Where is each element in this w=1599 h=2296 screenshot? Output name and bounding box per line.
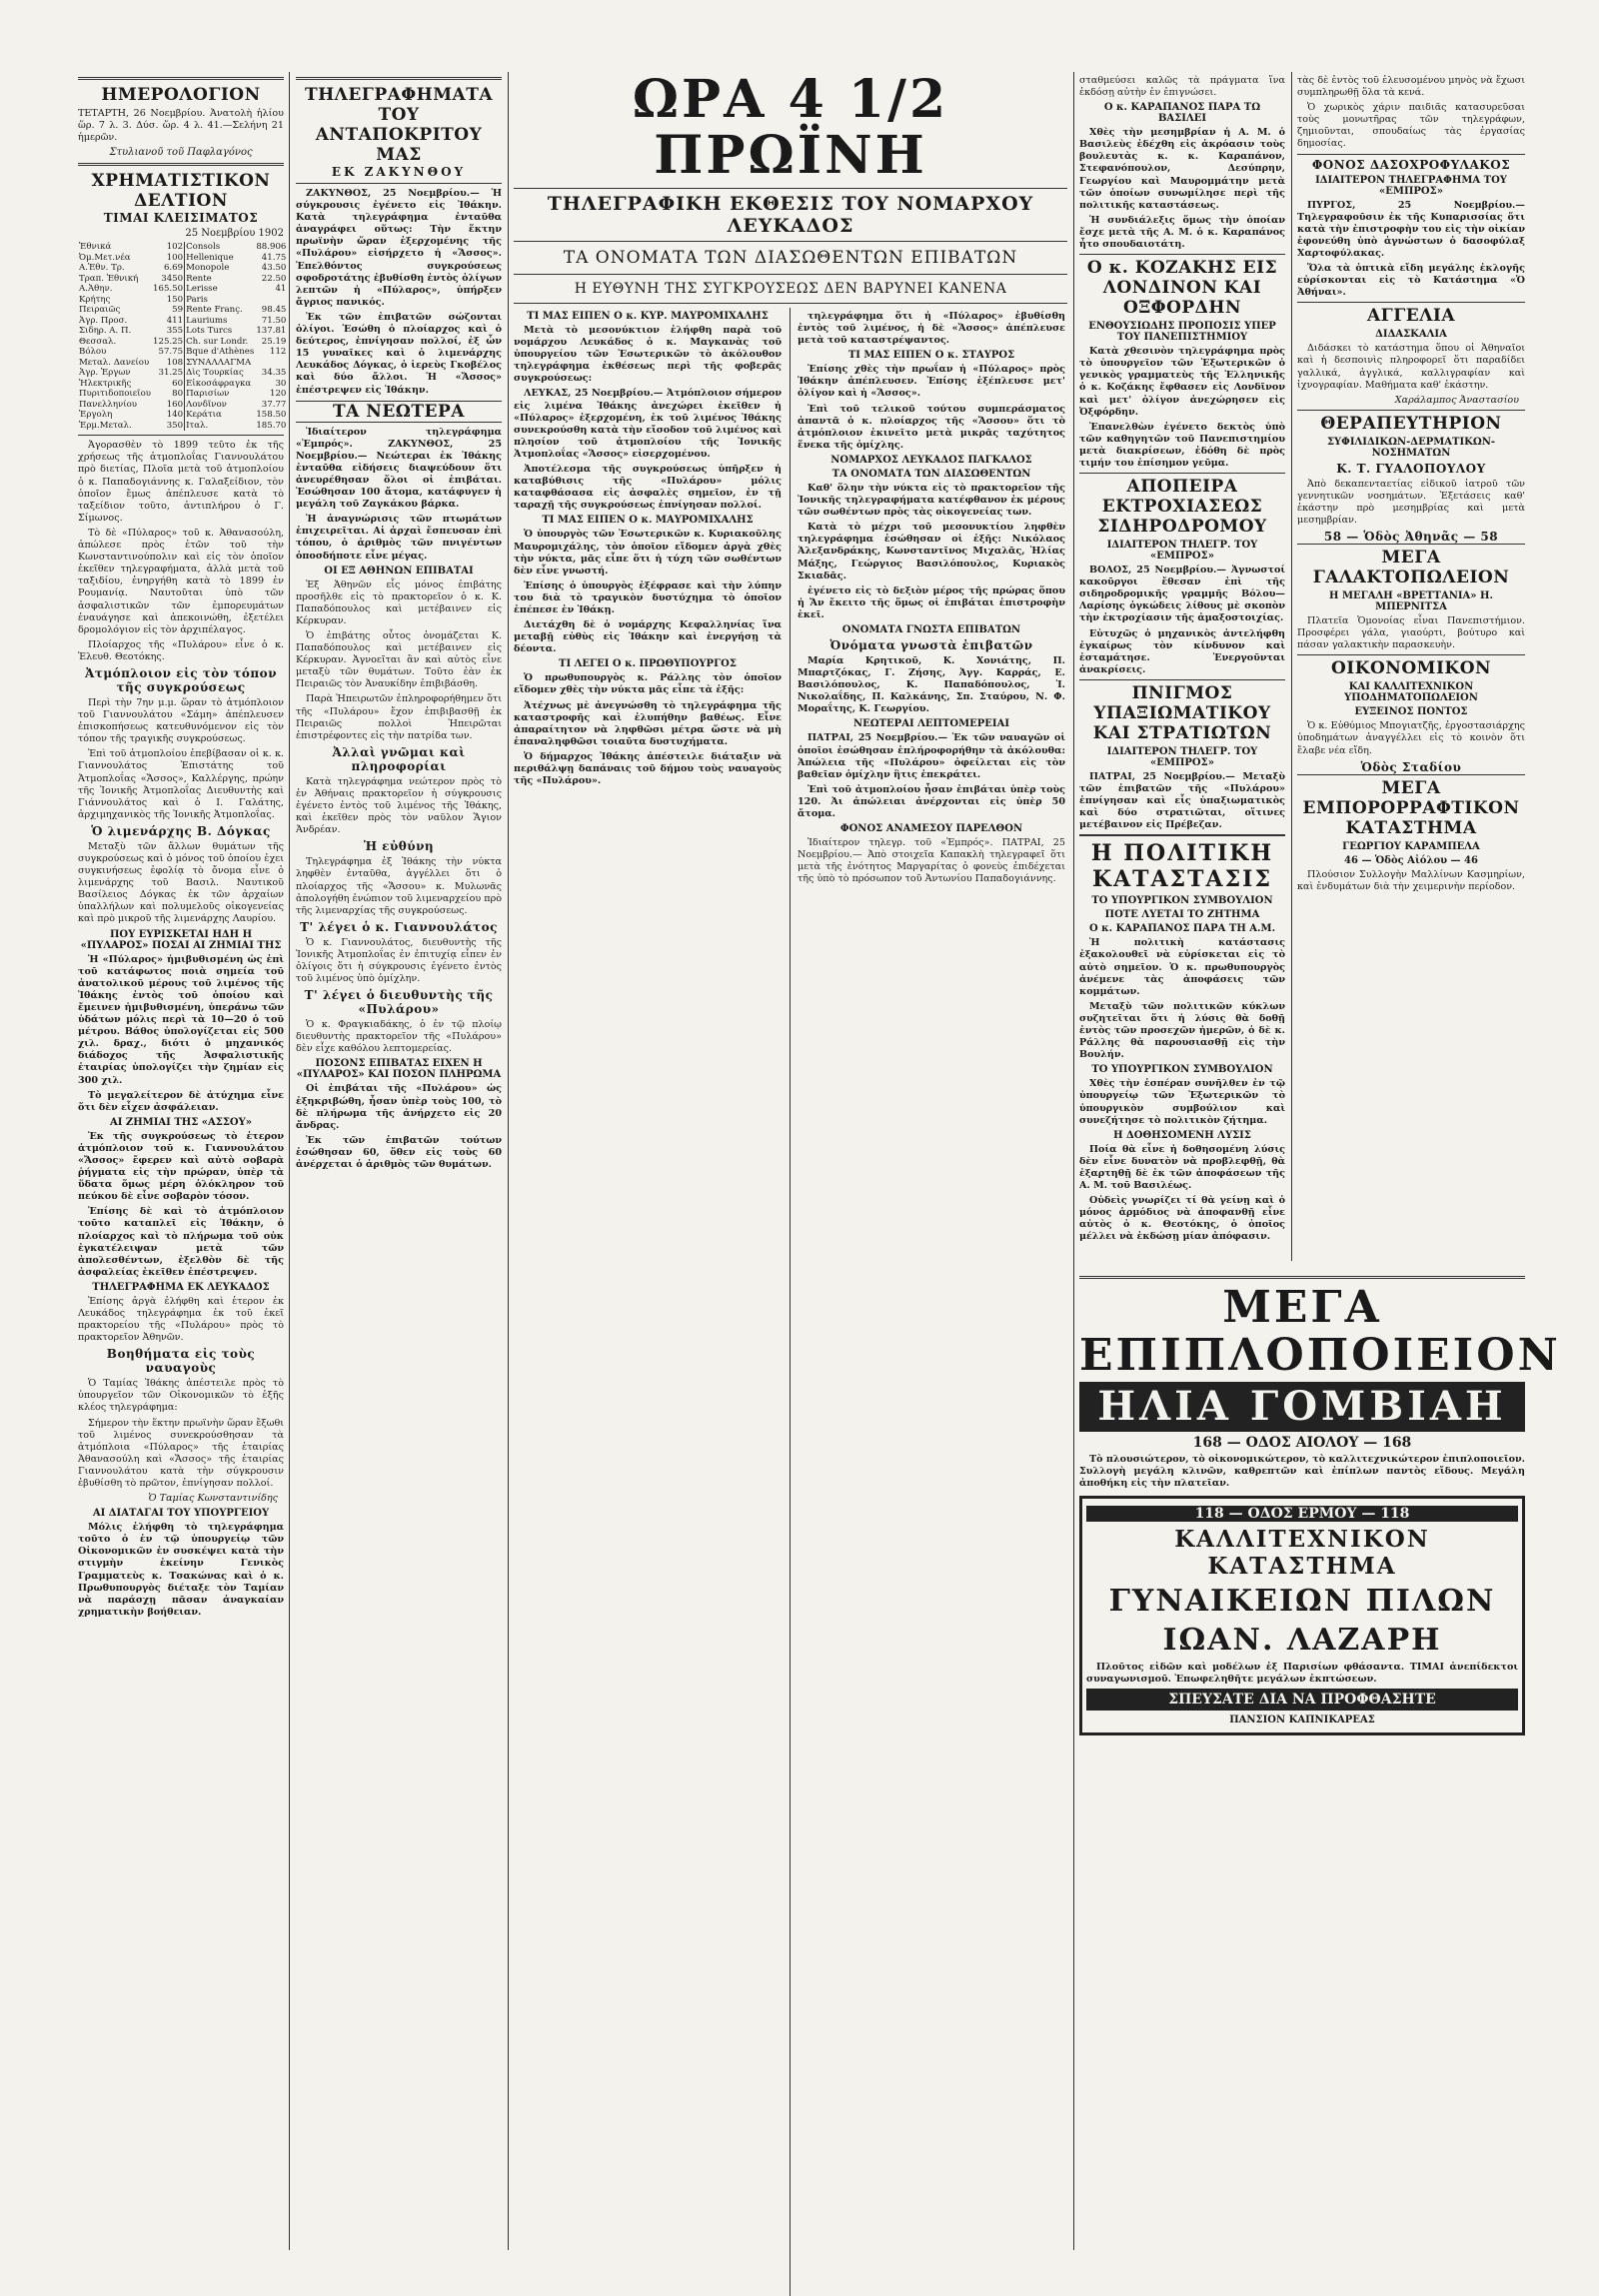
article-paragraph: Μεταξὺ τῶν ἄλλων θυμάτων τῆς συγκρούσεως καὶ ὁ μόνος τοῦ ὁποίου ἐχει συγκινήσεως ἐφολίᾳ τὸ ὄνομα εἶνε ὁ λιμενάρχης τοῦ Βασιλ. Ναυτικοῦ Βασίλειος Δόγκας ἐκ τῶν ἀρχαίων ὑπαλλήλων καὶ πολυμελοῦς οἰκογενείας καὶ πρὸ μικροῦ τῆς λιμενάρχης Λαυρίου. <box>78 840 284 925</box>
section-subheading: ΙΔΙΑΙΤΕΡΟΝ ΤΗΛΕΓΡ. ΤΟΥ «ΕΜΠΡΟΣ» <box>1106 540 1258 563</box>
stock-cell: 41 <box>275 284 287 295</box>
hat-ad-cta: ΣΠΕΥΣΑΤΕ ΔΙΑ ΝΑ ΠΡΟΦΘΑΣΗΤΕ <box>1086 1689 1518 1711</box>
stock-cell: 37.77 <box>261 399 287 410</box>
ad-heading: ΜΕΓΑ ΕΜΠΟΡΟΡΡΑΦΤΙΚΟΝ ΚΑΤΑΣΤΗΜΑ <box>1297 774 1525 838</box>
hat-ad-address: 118 — ΟΔΟΣ ΕΡΜΟΥ — 118 <box>1086 1506 1518 1522</box>
calendar-saint: Στυλιανοῦ τοῦ Παφλαγόνος <box>109 147 253 159</box>
section-heading: ΑΙ ΔΙΑΤΑΓΑΙ ΤΟΥ ΥΠΟΥΡΓΕΙΟΥ <box>92 1508 270 1520</box>
article-paragraph: Τὸ δὲ «Πύλαρος» τοῦ κ. Ἀθανασούλη, ἀπώλεσε πρὸς ἐτῶν τοῦ τὴν Κωνσταντινούπολιν καὶ εἰς τὸν ὁποῖον ἐκεῖθεν τηλεγραφήματα, ἀλλὰ μετὰ τοῦ ταξιδίου, ἐνηργήθη κατὰ τὸ 1899 ἐν Ρουμανίᾳ. Ναυτοῦται ὑπὸ τῶν ἀσφαλιστικῶν τῶν ἐμπορευμάτων ἐναυάγησε καὶ ἀπεκοινώθη, ἐξετέλει δρομολόγιον εἰς τὸν ἀρχιπέλαγος. <box>78 527 284 635</box>
stock-cell: 108 <box>166 357 184 368</box>
article-paragraph: Εὐτυχῶς ὁ μηχανικὸς ἀντελήφθη ἐγκαίρως τὸν κίνδυνον καὶ ἐσταμάτησε. Ἐνεργοῦνται ἀνακρίσεις. <box>1079 627 1285 675</box>
section-heading: Τ' λέγει ὁ διευθυντὴς τῆς «Πυλάρου» <box>304 988 494 1017</box>
section-heading: ΑΙ ΖΗΜΙΑΙ ΤΗΣ «ΑΣΣΟΥ» <box>109 1116 253 1128</box>
ad-address: 46 — Ὁδὸς Αἰόλου — 46 <box>1344 854 1478 866</box>
stock-cell: 185.70 <box>256 420 287 431</box>
section-heading: ΤΑ ΟΝΟΜΑΤΑ ΤΩΝ ΔΙΑΣΩΘΕΝΤΩΝ <box>831 468 1031 480</box>
section-heading: ΠΟΣΟΝΣ ΕΠΙΒΑΤΑΣ ΕΙΧΕΝ Η «ΠΥΛΑΡΟΣ» ΚΑΙ ΠΟΣΟΝ ΠΛΗΡΩΜΑ <box>296 1058 502 1081</box>
article-paragraph: Ὁ Ταμίας Ἰθάκης ἀπέστειλε πρὸς τὸ ὑπουργεῖον τῶν Οἰκονομικῶν τὸ ἑξῆς κλέος τηλεγράφημα: <box>78 1378 284 1414</box>
article-paragraph: Ἐπίσης δὲ καὶ τὸ ἀτμόπλοιον τοῦτο καταπλεῖ εἰς Ἰθάκην, ὁ πλοίαρχος καὶ τὸ πλήρωμα τοῦ οὐκ ἐγκατέλειψαν μετὰ τῶν ἀπολεσθέντων, ἐξελθὸν δὲ τῆς ἀσφαλείας ἐκεῖθεν ἐπέστρεψεν. <box>78 1206 284 1278</box>
stock-cell: 60 <box>172 378 184 389</box>
stock-cell: Hellenique <box>186 252 234 263</box>
article-paragraph: Ἐπίσης χθὲς τὴν πρωΐαν ἡ «Πύλαρος» πρὸς Ἰθάκην ἀπέπλευσεν. Ἐπίσης ἐξέπλευσε μετ' ὀλίγον καὶ ἡ «Ἄσσος». <box>798 364 1065 400</box>
article-paragraph: Ἐπὶ τοῦ τελικοῦ τούτου συμπεράσματος ἀπαντᾶ ὁ κ. πλοίαρχος τῆς «Ἄσσου» ὅτι τὸ ἀτμόπλοιον ἐκινεῖτο μετὰ μικρᾶς ταχύτητος ἕνεκα τῆς ὁμίχλης. <box>798 403 1065 451</box>
article-paragraph: Ἀτέχνως μὲ ἀνεγνώσθη τὸ τηλεγράφημα τῆς καταστροφῆς καὶ ἐλυπήθην βαθέως. Εἶνε ἀπαραίτητον νὰ ληφθῶσι μέτρα ὥστε νὰ μὴ ἐπαναληφθῶσι τοιαῦτα δυστυχήματα. <box>514 699 782 747</box>
section-subheading: ΙΔΙΑΙΤΕΡΟΝ ΤΗΛΕΓΡ. ΤΟΥ «ΕΜΠΡΟΣ» <box>1106 745 1258 768</box>
column-3-lead <box>514 69 1067 2250</box>
article-paragraph: Ἐκ τῶν ἐπιβατῶν σώζονται ὀλίγοι. Ἐσώθη ὁ πλοίαρχος καὶ ὁ δεύτερος, ἐπνίγησαν πολλοί, ἐξ ὧν 15 γυναῖκες καὶ ὁ λιμενάρχης Λευκάδος Δόγκας, ὁ ἱερεὺς Γκοβέλος καὶ δύο ἄλλοι. Ἡ «Ἄσσος» ἐπέστρεψεν εἰς Ἰθάκην. <box>296 311 502 396</box>
stock-cell: Lerisse <box>186 284 218 295</box>
stock-table <box>78 242 287 431</box>
section-heading: ΤΑ ΝΕΩΤΕΡΑ <box>296 401 502 423</box>
stock-cell: 100 <box>166 252 184 263</box>
section-heading: ΠΟΥ ΕΥΡΙΣΚΕΤΑΙ ΗΔΗ Η «ΠΥΛΑΡΟΣ» ΠΟΣΑΙ ΑΙ ΖΗΜΙΑΙ ΤΗΣ <box>80 928 282 951</box>
stock-cell: 158.50 <box>256 410 287 421</box>
article-paragraph: Ἐπὶ τοῦ ἀτμοπλοίου ἐπεβίβασαν οἱ κ. κ. Γιαννουλάτος Ἐπιστάτης τοῦ Ἀτμοπλοΐας «Ἄσσος», Καλλέργης, πρώην τῆς Ἰονικῆς Ἀτμοπλοΐας Διευθυντὴς καὶ Γιάννουλάτος καὶ ὁ Ι. Γαλάτης, ἀρχιμηχανικὸς τῆς Ἰονικῆς Ἀτμοπλοΐας. <box>78 748 284 820</box>
article-paragraph: Οὐδεὶς γνωρίζει τί θὰ γείνῃ καὶ ὁ μόνος ἁρμόδιος νὰ ἀποφανθῇ εἶνε αὐτὸς ὁ κ. Θεοτόκης, ὁ ὁποῖος μέλλει νὰ ἐκδώσῃ μίαν ἀπόφασιν. <box>1079 1195 1285 1243</box>
top-rule <box>78 77 284 80</box>
ad-heading: ΘΕΡΑΠΕΥΤΗΡΙΟΝ <box>1297 410 1525 434</box>
article-paragraph: Ἐπανελθὼν ἐγένετο δεκτὸς ὑπὸ τῶν καθηγητῶν τοῦ Πανεπιστημίου μετὰ διακρίσεων, ἐδόθη δὲ πρὸς τιμήν του ἐπίσημον γεῦμα. <box>1079 421 1285 469</box>
stock-cell: Κεράτια <box>186 410 222 421</box>
calendar-date: ΤΕΤΑΡΤΗ, 26 Νοεμβρίου. Ἀνατολὴ ἡλίου ὥρ. 7 λ. 3. Δύσ. ὥρ. 4 λ. 41.—Σελήνη 21 ἡμερῶν. <box>78 108 284 144</box>
lead-subheadline: ΤΗΛΕΓΡΑΦΙΚΗ ΕΚΘΕΣΙΣ ΤΟΥ ΝΟΜΑΡΧΟΥ ΛΕΥΚΑΔΟΣ <box>547 193 1034 237</box>
stock-row <box>78 358 287 369</box>
article-paragraph: Ἐκ τῶν ἐπιβατῶν τούτων ἐσώθησαν 60, ὅθεν εἰς τοὺς 60 ἀνέρχεται ὁ ἀριθμὸς τῶν θυμάτων. <box>296 1134 502 1170</box>
stock-row <box>78 295 287 306</box>
lead-subheadline: ΤΑ ΟΝΟΜΑΤΑ ΤΩΝ ΔΙΑΣΩΘΕΝΤΩΝ ΕΠΙΒΑΤΩΝ <box>563 248 1018 268</box>
stock-cell: 41.75 <box>261 252 287 263</box>
article-paragraph: Οἱ ἐπιβάται τῆς «Πυλάρου» ὡς ἐξηκριβώθη, ἦσαν ὑπὲρ τοὺς 100, τὸ δὲ πλήρωμα τῆς ἀνήρχετο εἰς 20 ἄνδρας. <box>296 1083 502 1131</box>
section-heading: ΤΗΛΕΓΡΑΦΗΜΑΤΑ ΤΟΥ ΑΝΤΑΠΟΚΡΙΤΟΥ ΜΑΣ <box>304 85 494 165</box>
stock-cell: 98.45 <box>261 305 287 316</box>
furniture-ad-address: 168 — ΟΔΟΣ ΑΙΟΛΟΥ — 168 <box>1192 1435 1412 1451</box>
section-subheading: ΕΝΘΟΥΣΙΩΔΗΣ ΠΡΟΠΟΣΙΣ ΥΠΕΡ ΤΟΥ ΠΑΝΕΠΙΣΤΗΜΙΟΥ <box>1088 321 1276 344</box>
stock-cell: ΣΥΝΑΛΛΑΓΜΑ <box>186 357 252 368</box>
article-paragraph: Ἐπίσης ἀργὰ ἐλήφθη καὶ ἑτερον ἐκ Λευκάδος τηλεγράφημα ἐκ τοῦ ἐκεῖ πρακτορείου τῆς «Πυλάρου» πρὸς τὸ πρακτορεῖον Ἀθηνῶν. <box>78 1295 284 1344</box>
stock-cell <box>255 358 287 369</box>
stock-cell: Λονδῖνον <box>186 399 227 410</box>
ad-text: Ἀπὸ δεκαπενταετίας εἰδικοῦ ἰατροῦ τῶν γεννητικῶν νοσημάτων. Ἐξετάσεις καθ' ἑκάστην πρὸ μεσημβρίας καὶ μετὰ μεσημβρίαν. <box>1297 478 1525 526</box>
article-paragraph: Μεταξὺ τῶν πολιτικῶν κύκλων συζητεῖται ὅτι ἡ λύσις θὰ δοθῇ ἐντὸς τῶν προσεχῶν ἡμερῶν, ὁ δὲ κ. Ράλλης θὰ παρουσιασθῇ εἰς τὴν Βουλήν. <box>1079 1000 1285 1061</box>
stock-cell: Πειραιῶς <box>79 305 121 316</box>
stock-cell: 137.81 <box>256 326 287 337</box>
article-paragraph: Κατὰ τὸ μέχρι τοῦ μεσονυκτίου ληφθὲν τηλεγράφημα ἐσώθησαν οἱ ἑξῆς: Νικόλαος Ἀλεξανδράκης, Κωνσταντῖνος Μιχαλᾶς, Ἠλίας Μάξης, Γεώργιος Βασιλόπουλος, Κυριακὸς Σκιαδᾶς. <box>798 522 1065 581</box>
stock-cell: Κρήτης <box>79 294 111 305</box>
article-paragraph: Ἐκ τῆς συγκρούσεως τὸ ἑτερον ἀτμόπλοιον τοῦ κ. Γιαννουλάτου «Ἄσσος» ἔφερεν καὶ αὐτὸ σοβαρὰ ῥήγματα εἰς τὴν πρώραν, ὑπὲρ τὰ ὕδατα ὅμως μέρη ὁλόκληρον τοῦ πεύκου δὲ εἶνε σοβαρὸν τόσον. <box>78 1130 284 1203</box>
section-heading: Τ' λέγει ὁ κ. Γιαννουλάτος <box>300 919 498 934</box>
section-heading: Η ΔΟΘΗΣΟΜΕΝΗ ΛΥΣΙΣ <box>1113 1129 1251 1141</box>
section-heading: Ἡ εὐθύνη <box>363 839 435 854</box>
stock-cell: 22.50 <box>261 273 287 284</box>
stock-row <box>78 274 287 285</box>
section-heading: ΤΗΛΕΓΡΑΦΗΜΑ ΕΚ ΛΕΥΚΑΔΟΣ <box>92 1281 270 1293</box>
stock-cell: Ἐρμ.Μεταλ. <box>79 420 132 431</box>
lead-left <box>514 308 782 790</box>
furniture-ad-text: Τὸ πλουσιώτερον, τὸ οἰκονομικώτερον, τὸ καλλιτεχνικώτερον ἐπιπλοποιεῖον. Συλλογὴ μεγάλη κλινῶν, καθρεπτῶν καὶ ἐπίπλων παντὸς εἴδους. Μεγάλη ἀποθήκη εἰς τὴν πλατεῖαν. <box>1079 1454 1525 1490</box>
lead-headline: ΩΡΑ 4 1/2 ΠΡΩΪΝΗ <box>632 69 949 186</box>
article-paragraph: Ἀγορασθὲν τὸ 1899 τεῦτο ἐκ τῆς χρήσεως τῆς ἀτμοπλοΐας Γιαννουλάτου πρὸ διετίας, Πλοῖα μετὰ τοῦ ἀτμοπλοίου ὁ κ. Παπαδογιάννης κ. Γαλαξείδιον, τὸν ὁποῖον ἔμως ἀπέπλευσε κατὰ τὸ ταξείδιον τοῦτο, ἀντιπλήρου ὁ Γ. Σίμωνος. <box>78 440 284 524</box>
stock-row <box>78 253 287 264</box>
article-paragraph: σταθμεύσει καλῶς τὰ πράγματα ἵνα ἐκδόσῃ αὐτὴν ἐν ἐπιγνώσει. <box>1079 75 1285 99</box>
section-heading: ΟΝΟΜΑΤΑ ΓΝΩΣΤΑ ΕΠΙΒΑΤΩΝ <box>841 623 1021 635</box>
stock-row <box>78 379 287 390</box>
ad-subheading: ΔΙΔΑΣΚΑΛΙΑ <box>1375 329 1447 341</box>
stock-cell <box>255 295 287 306</box>
lead-right <box>798 308 1065 888</box>
stock-cell: 6.69 <box>163 263 184 274</box>
article-paragraph: Μετὰ τὸ μεσονύκτιον ἐλήφθη παρὰ τοῦ νομάρχου Λευκάδος ὁ κ. Μαγκανὰς τοῦ ὑπουργείου τῶν Ἐσωτερικῶν τὸ ἀκόλουθον τηλεγράφημα ἐκθέσεως περὶ τῆς φοβερᾶς συγκρούσεως: <box>514 325 782 385</box>
ad-text: Πλούσιον Συλλογὴν Μαλλίνων Κασμηρίων, καὶ ἐνδυμάτων διὰ τὴν χειμερινὴν περίοδον. <box>1297 868 1525 892</box>
stock-cell: Ἐθνικά <box>79 242 112 253</box>
stock-row <box>78 326 287 337</box>
stock-cell: 125.25 <box>153 336 184 347</box>
rule <box>514 274 1067 275</box>
section-heading: ΟΙ ΕΞ ΑΘΗΝΩΝ ΕΠΙΒΑΤΑΙ <box>324 565 474 576</box>
stock-cell: Lauriums <box>186 315 228 326</box>
article-paragraph: Ἐπὶ τοῦ ἀτμοπλοίου ἦσαν ἐπιβάται ὑπὲρ τοὺς 120. Ἀι ἀπώλειαι ἀνέρχονται εἰς ὑπὲρ 50 ἄτομα. <box>798 783 1065 819</box>
passenger-names: Μαρία Κρητικοῦ, Κ. Χονιάτης, Π. Μπαρτζόκας, Γ. Ζήσης, Ἀγγ. Καρράς, Ε. Βασιλόπουλος, Κ. Παπαδόπουλος, Ἰ. Νικολαΐδης, Π. Καλκάνης, Σπ. Σταύρου, Ν. Φ. Μοραΐτης, Κ. Γεωργίου. <box>798 654 1065 715</box>
ad-heading: ΟΙΚΟΝΟΜΙΚΟΝ <box>1297 654 1525 678</box>
ad-heading: ΑΓΓΕΛΙΑ <box>1297 302 1525 326</box>
column-rule <box>1291 72 1292 1261</box>
stock-cell: 30 <box>275 378 287 389</box>
article-paragraph: ΠΑΤΡΑΙ, 25 Νοεμβρίου.— Μεταξὺ τῶν ἐπιβατῶν τῆς «Πυλάρου» ἐπνίγησαν καὶ εἷς ὑπαξιωματικὸς καὶ δύο στρατιῶται, οἵτινες μετέβαινον εἰς Πρέβεζαν. <box>1079 770 1285 831</box>
stock-cell: Ὀμ.Μετ.νέα <box>79 252 131 263</box>
article-paragraph: Καθ' ὅλην τὴν νύκτα εἰς τὸ πρακτορεῖον τῆς Ἰονικῆς τηλεγραφήματα κατέφθανον ἐκ μέρους τῶν σωθέντων πρὸς τὰς οἰκογενείας των. <box>798 482 1065 519</box>
column-5 <box>1297 72 1525 1261</box>
article-paragraph: Διετάχθη δὲ ὁ νομάρχης Κεφαλληνίας ἵνα μεταβῇ εὐθὺς εἰς Ἰθάκην καὶ ἐνεργήσῃ τὰ δέοντα. <box>514 619 782 655</box>
article-paragraph: Ἡ πολιτικὴ κατάστασις ἐξακολουθεῖ νὰ εὑρίσκεται εἰς τὸ αὐτὸ σημεῖον. Ὁ κ. πρωθυπουργὸς ἀνέμενε τὰς ἀποφάσεις τῶν κομμάτων. <box>1079 937 1285 997</box>
stock-cell: Παρισίων <box>186 389 230 400</box>
stock-subtitle: ΤΙΜΑΙ ΚΛΕΙΣΙΜΑΤΟΣ <box>103 211 259 226</box>
stock-cell: Εἰκοσάφραγκα <box>186 378 252 389</box>
stock-cell: Θεσσαλ. <box>79 336 117 347</box>
rule <box>78 435 284 436</box>
article-paragraph: Τὸ μεγαλείτερον δὲ ἀτύχημα εἶνε ὅτι δὲν εἶχεν ἀσφάλειαν. <box>78 1089 284 1113</box>
article-paragraph: Ὁ πρωθυπουργὸς κ. Ράλλης τὸν ὁποῖον εἴδομεν χθὲς τὴν νύκτα μᾶς εἶπε τὰ ἑξῆς: <box>514 672 782 696</box>
hat-ad-name: ΙΩΑΝ. ΛΑΖΑΡΗ <box>1162 1623 1442 1659</box>
section-subheading: Ο κ. ΚΑΡΑΠΑΝΟΣ ΠΑΡΑ ΤΗ Α.Μ. <box>1088 923 1276 935</box>
section-heading: Ὀνόματα γνωστὰ ἐπιβατῶν <box>829 637 1033 652</box>
article-paragraph: ΒΟΛΟΣ, 25 Νοεμβρίου.— Ἀγνωστοί κακοῦργοι ἔθεσαν ἐπὶ τῆς σιδηροδρομικῆς γραμμῆς Βόλου—Λαρίσης ὀγκώδεις λίθους μὲ σκοπὸν τὴν ἐκτροχίασιν τῆς ἀμαξοστοιχίας. <box>1079 565 1285 624</box>
section-subheading: ΠΟΤΕ ΛΥΕΤΑΙ ΤΟ ΖΗΤΗΜΑ <box>1104 909 1260 921</box>
article-paragraph: ἐγένετο εἰς τὸ δεξιὸν μέρος τῆς πρώρας ὅπου ἡ Ἄν ἔκειτο τῆς ὅμως οἱ ἐπιβάται ἐπιστροφὴν ἐκεῖ. <box>798 584 1065 620</box>
ad-subheading: ΕΥΞΕΙΝΟΣ ΠΟΝΤΟΣ <box>1354 706 1468 718</box>
stock-cell: 120 <box>269 389 287 400</box>
stock-cell: Α.Ἐθν. Τρ. <box>79 263 125 274</box>
ad-text: Διδάσκει τὸ κατάστημα ὅπου οἱ Ἀθηναῖοι καὶ ἡ δεσποινὶς πληροφορεῖ ὅτι παραδίδει γαλλικά, ἀγγλικά, καλλιγραφίαν καὶ ἰχνογραφίαν. Μαθήματα καθ' ἑκάστην. <box>1297 343 1525 391</box>
stock-cell: 112 <box>269 347 287 358</box>
article-paragraph: Ὁ ὑπουργὸς τῶν Ἐσωτερικῶν κ. Κυριακοῦλης Μαυρομιχάλης, τὸν ὁποῖον εἴδομεν ἀργὰ χθὲς τὴν νύκτα, μᾶς εἶπε ὅτι ἡ τύχη τῶν σωθέντων δὲν εἶνε γνωστή. <box>514 529 782 576</box>
newspaper-page <box>78 69 1561 2250</box>
section-heading: Βοηθήματα εἰς τοὺς ναυαγοὺς <box>106 1347 256 1376</box>
lead-subheadline: Η ΕΥΘΥΝΗ ΤΗΣ ΣΥΓΚΡΟΥΣΕΩΣ ΔΕΝ ΒΑΡΥΝΕΙ ΚΑΝΕΝΑ <box>574 281 1007 297</box>
ad-subheading: ΣΥΦΙΛΙΔΙΚΩΝ-ΔΕΡΜΑΤΙΚΩΝ-ΝΟΣΗΜΑΤΩΝ <box>1326 436 1496 459</box>
article-paragraph: Παρὰ Ἠπειρωτῶν ἐπληροφορήθημεν ὅτι τῆς «Πυλάρου» ἔχον ἐπιβιβασθῇ ἐκ Πειραιῶς πολλοὶ Ἠπειρῶται ἐπιστρέφοντες εἰς τὴν πατρίδα των. <box>296 693 502 741</box>
hat-ad-subtitle: ΓΥΝΑΙΚΕΙΩΝ ΠΙΛΩΝ <box>1108 1584 1496 1620</box>
stock-cell: Μεταλ. Δανείου <box>79 357 150 368</box>
column-rule <box>1073 72 1074 2250</box>
stock-date: 25 Νοεμβρίου 1902 <box>185 228 284 240</box>
stock-row <box>78 368 287 379</box>
stock-cell: 411 <box>166 315 184 326</box>
section-heading: ΦΟΝΟΣ ΑΝΑΜΕΣΟΥ ΠΑΡΕΛΘΟΝ <box>839 823 1023 835</box>
stock-cell: Ἐργολη <box>79 410 113 421</box>
section-heading: ΤΙ ΜΑΣ ΕΙΠΕΝ Ο κ. ΜΑΥΡΟΜΙΧΑΛΗΣ <box>542 515 754 527</box>
article-paragraph: Ποία θὰ εἶνε ἡ δοθησομένη λύσις δὲν εἶνε δυνατὸν νὰ προβλεφθῇ, θὰ ἐξαρτηθῇ δὲ ἐκ τῶν ἀποφάσεων τῆς Α. Μ. τοῦ Βασιλέως. <box>1079 1143 1285 1191</box>
stock-cell: 102 <box>166 242 184 253</box>
section-heading: Ἀτμόπλοιον εἰς τὸν τόπον τῆς συγκρούσεως <box>84 665 278 694</box>
article-paragraph: Ἰδιαίτερον τηλεγρ. τοῦ «Ἐμπρός». ΠΑΤΡΑΙ, 25 Νοεμβρίου.— Ἀπὸ στοιχεῖα Καπακλὴ τηλεγραφεῖ ὅτι μετὰ τῆς ἐνότητος Μαργαρίτας ὁ φονεὺς ἐπιδέχεται τῆς ὑπὸ τὸ πρόσωπον τοῦ Ἀντωνίου Παπαδογιάννης. <box>798 837 1065 885</box>
hat-ad-footer: ΠΑΝΣΙΟΝ ΚΑΠΝΙΚΑΡΕΑΣ <box>1229 1715 1375 1726</box>
section-heading: Ο κ. ΚΟΖΑΚΗΣ ΕΙΣ ΛΟΝΔΙΝΟΝ ΚΑΙ ΟΞΦΟΡΔΗΝ <box>1079 254 1285 318</box>
stock-cell: Πυριτιδοποιεῖου <box>79 389 152 400</box>
column-2 <box>296 72 502 2250</box>
article-paragraph: Ὁ ἐπιβάτης οὗτος ὀνομάζεται Κ. Παπαδόπουλος καὶ μετέβαινεν εἰς Κέρκυραν. Ἀγνοεῖται ἂν καὶ αὐτὸς εἶνε μεταξὺ τῶν θυμάτων. Τοῦτο ἐὰν ἐκ Πειραιῶς τὸν Ἀναυκίδην ἐπιβιβάσθη. <box>296 630 502 690</box>
ad-address: 58 — Ὁδὸς Ἀθηνᾶς — 58 <box>1323 530 1499 545</box>
ads-block <box>1079 1271 1561 2250</box>
stock-row <box>78 263 287 274</box>
section-subheading: ΙΔΙΑΙΤΕΡΟΝ ΤΗΛΕΓΡΑΦΗΜΑ ΤΟΥ «ΕΜΠΡΟΣ» <box>1315 174 1507 197</box>
column-rule <box>508 72 509 2250</box>
section-heading: ΦΟΝΟΣ ΔΑΣΟΧΡΟΦΥΛΑΚΟΣ <box>1297 154 1525 172</box>
stock-row <box>78 421 287 432</box>
section-heading: ΑΠΟΠΕΙΡΑ ΕΚΤΡΟΧΙΑΣΕΩΣ ΣΙΔΗΡΟΔΡΟΜΟΥ <box>1079 473 1285 537</box>
section-heading: ΤΙ ΜΑΣ ΕΙΠΕΝ Ο κ. ΚΥΡ. ΜΑΥΡΟΜΙΧΑΛΗΣ <box>527 311 769 322</box>
stock-cell: Lots Turcs <box>186 326 233 337</box>
article-paragraph: τὰς δὲ ἐντὸς τοῦ ἐλευσομένου μηνὸς νὰ ἔχωσι συμπληρωθῇ ὅλα τὰ κενά. <box>1297 75 1525 99</box>
ad-heading: ΜΕΓΑ ΓΑΛΑΚΤΟΠΩΛΕΙΟΝ <box>1297 544 1525 587</box>
section-heading: ΤΙ ΜΑΣ ΕΙΠΕΝ Ο κ. ΣΤΑΥΡΟΣ <box>847 350 1015 362</box>
ad-name: ΓΕΩΡΓΙΟΥ ΚΑΡΑΜΠΕΛΑ <box>1342 840 1480 852</box>
rule <box>78 163 284 166</box>
article-paragraph: Κατὰ χθεσινὸν τηλεγράφημα πρὸς τὸ ὑπουργεῖον τῶν Ἐξωτερικῶν ὁ γενικὸς γραμματεὺς τῆς Ἑλληνικῆς ὁ κ. Κοζάκης ἔφθασεν εἰς Λονδῖνον καὶ μετ' ὀλίγον ἀνεχώρησεν εἰς Ὀξφόρδην. <box>1079 346 1285 418</box>
article-paragraph: Ἡ «Πύλαρος» ἡμιβυθισμένη ὡς ἐπὶ τοῦ κατάφωτος ποιὰ σημεία τοῦ ἀνατολικοῦ μέρους τοῦ λιμένος τῆς Ἰθάκης ἐντὸς τοῦ ὁποίου καὶ ἔμεινεν ἡμιβυθισμένη, ὑπεράνω τῶν ὑδάτων μόλις περὶ τὰ 10—20 ὁ τοῦ μέτρου. Βάθος ὑπολογίζεται εἰς 500 χιλ. δραχ., διότι ὁ μηχανικός διάδοχος τῆς Ἀσφαλιστικῆς ἑταιρίας ὑπολογίζει τὴν ζημίαν εἰς 300 χιλ. <box>78 953 284 1086</box>
stock-cell: Ἠλεκτρικῆς <box>79 378 132 389</box>
article-paragraph: Μόλις ἐλήφθη τὸ τηλεγράφημα τοῦτο ὁ ἐν τῷ ὑπουργείῳ τῶν Οἰκονομικῶν ἐν συσκέψει κατὰ τὴν στιγμὴν ἐκείνην Γενικὸς Γραμματεὺς κ. Τσακώνας καὶ ὁ κ. Πρωθυπουργὸς διέταξε τὸν Ταμίαν νὰ παράσχῃ πᾶσαν ἀναγκαίαν χρηματικὴν βοήθειαν. <box>78 1522 284 1618</box>
rule <box>514 188 1067 189</box>
ad-text: Ὁ κ. Εὐθύμιος Μπογιατζῆς, ἐργοστασιάρχης ὑποδημάτων ἀναγγέλλει εἰς τὸ κοινὸν ὅτι ἔλαβε νέα εἴδη. <box>1297 720 1525 756</box>
stock-cell: Σιδηρ. Α. Π. <box>79 326 132 337</box>
article-paragraph: ΛΕΥΚΑΣ, 25 Νοεμβρίου.— Ἀτμόπλοιον σήμερον εἰς λιμένα Ἰθάκης ἀνεχώρει ἐκεῖθεν ἡ «Πύλαρος» ἐξερχομένη, ἐκ τοῦ λιμένος Ἰθάκης συνεκρούσθη κατὰ τὴν εἴσοδον τοῦ λιμένος καὶ πλησίον τοῦ ἀτμοπλοίου τῆς Ἰονικῆς Ἀτμοπλοΐας «Ἄσσος» εἰσερχομένου. <box>514 388 782 460</box>
article-paragraph: Ἐξ Ἀθηνῶν εἷς μόνος ἐπιβάτης προσῆλθε εἰς τὸ πρακτορεῖον ὁ κ. Κ. Παπαδόπουλος καὶ μετέβαινεν εἰς Κέρκυραν. <box>296 578 502 626</box>
section-heading: ΝΟΜΑΡΧΟΣ ΛΕΥΚΑΔΟΣ ΠΑΓΚΑΛΟΣ <box>830 454 1032 466</box>
article-paragraph: Περὶ τὴν 7ην μ.μ. ὥραν τὸ ἀτμόπλοιον τοῦ Γιαννουλάτου «Σάμη» ἀπέπλευσεν ἐπισκοπήσεως κατευθυνόμενον εἰς τὸν τόπον τῆς τραγικῆς συγκρούσεως. <box>78 696 284 745</box>
article-paragraph: Ἡ ἀναγνώρισις τῶν πτωμάτων ἐπιχειρεῖται. Αἱ ἀρχαὶ ἔσπευσαν ἐπὶ τόπου, ὁ ἀριθμὸς τῶν πνιγέντων ὁποσδήποτε εἶνε μέγας. <box>296 514 502 562</box>
section-heading: Ὁ λιμενάρχης Β. Δόγκας <box>91 823 271 838</box>
stock-cell: Δὶς Τουρκίας <box>186 368 244 379</box>
stock-cell: 34.35 <box>261 368 287 379</box>
rule <box>296 183 502 184</box>
article-paragraph: Χθὲς τὴν ἑσπέραν συνῆλθεν ἐν τῷ ὑπουργείῳ τῶν Ἐξωτερικῶν τὸ ὑπουργικὸν συμβούλιον καὶ συνεζήτησε τὸ πολιτικὸν ζήτημα. <box>1079 1078 1285 1126</box>
stock-cell: 350 <box>166 420 184 431</box>
stock-title: ΧΡΗΜΑΤΙΣΤΙΚΟΝ ΔΕΛΤΙΟΝ <box>91 171 271 212</box>
article-paragraph: Ὁ δήμαρχος Ἰθάκης ἀπέστειλε διάταξιν νὰ περιθάλψῃ δαπάναις τοῦ δήμου τοὺς ναυαγοὺς τῆς «Πυλάρου». <box>514 750 782 787</box>
article-paragraph: Ἰδιαίτερον τηλεγράφημα «Ἐμπρός». ΖΑΚΥΝΘΟΣ, 25 Νοεμβρίου.— Νεώτεραι ἐκ Ἰθάκης ἐνταῦθα εἰδήσεις διαψεύδουν ὅτι ἀνευρέθησαν ὅλοι οἱ ἐπιβάται. Ἐσώθησαν 100 ἄτομα, κατάφυγεν ἡ μεγάλη τοῦ Ζαγκάκου βάρκα. <box>296 426 502 511</box>
top-rule <box>296 77 502 80</box>
ad-subheading: Η ΜΕΓΑΛΗ «ΒΡΕΤΤΑΝΙΑ» Η. ΜΠΕΡΝΙΤΣΑ <box>1329 590 1493 613</box>
rule <box>1079 1276 1525 1279</box>
article-paragraph: Κατὰ τηλεγράφημα νεώτερον πρὸς τὸ ἐν Ἀθήναις πρακτορεῖον ἡ σύγκρουσις ἐγένετο ἐντὸς τοῦ λιμένος τῆς Ἰθάκης, καὶ ἐκεῖθεν πρὸς τὸν ναῦλον Ἅγιον Ἀνδρέαν. <box>296 775 502 836</box>
stock-cell: Rente <box>186 273 212 284</box>
signature: Χαράλαμπος Ἀναστασίου <box>1394 394 1519 406</box>
stock-cell: 150 <box>166 294 184 305</box>
stock-row <box>78 389 287 400</box>
article-paragraph: Χθὲς τὴν μεσημβρίαν ἡ Α. Μ. ὁ Βασιλεὺς ἐδέχθη εἰς ἀκρόασιν τοὺς βουλευτὰς κ. κ. Καραπάνον, Στεφανόπουλον, Δεσύπρην, Γεωργίου καὶ Μαυρομμάτην μετὰ τῶν ὁποίων συνωμίλησε περὶ τῆς πολιτικῆς καταστάσεως. <box>1079 127 1285 211</box>
stock-cell: 59 <box>172 305 184 316</box>
stock-cell: 71.50 <box>261 315 287 326</box>
stock-cell: Ἀγρ. Προσ. <box>79 315 128 326</box>
stock-cell: 3450 <box>161 273 184 284</box>
hat-ad <box>1079 1496 1525 1735</box>
section-heading: ΠΝΙΓΜΟΣ ΥΠΑΞΙΩΜΑΤΙΚΟΥ ΚΑΙ ΣΤΡΑΤΙΩΤΩΝ <box>1079 679 1285 743</box>
article-paragraph: Ἡ συνδιάλεξις ὅμως τὴν ὁποίαν ἔσχε μετὰ τῆς Α. Μ. ὁ κ. Καραπάνος ἦτο σπουδαιοτάτη. <box>1079 214 1285 251</box>
section-heading: Ο κ. ΚΑΡΑΠΑΝΟΣ ΠΑΡΑ ΤΩ ΒΑΣΙΛΕΙ <box>1103 102 1261 125</box>
column-rule <box>289 72 290 2250</box>
section-subheading: ΕΚ ΖΑΚΥΝΘΟΥ <box>331 165 467 179</box>
ad-name: Κ. Τ. ΓΥΑΛΟΠΟΥΛΟΥ <box>1336 461 1486 476</box>
rule <box>514 303 1067 304</box>
stock-row <box>78 305 287 316</box>
stock-cell: Monopole <box>186 263 230 274</box>
article-paragraph: Ὁ χωρικὸς χάριν παιδιᾶς κατασυρεῦσαι τοὺς μονωτῆρας τῶν τηλεγράφων, ζημιοῦνται, σπουδαίως τὰς ἐργασίας δημοσίας. <box>1297 102 1525 150</box>
stock-cell: Ιταλ. <box>186 420 209 431</box>
stock-cell: Α.Ἀθην. <box>79 284 113 295</box>
stock-cell: 88.906 <box>256 242 287 253</box>
stock-cell: 165.50 <box>153 284 184 295</box>
stock-row <box>78 410 287 421</box>
stock-row <box>78 284 287 295</box>
stock-row <box>78 347 287 358</box>
article-paragraph: Ἐπίσης ὁ ὑπουργὸς ἐξέφρασε καὶ τὴν λύπην του διὰ τὸ τραγικὸν δυστύχημα τὸ ὁποῖον ἐπέπεσε ἐν Ἰθάκῃ. <box>514 579 782 615</box>
stock-cell: Τραπ. Ἐθνική <box>79 273 139 284</box>
section-heading: ΤΟ ΥΠΟΥΡΓΙΚΟΝ ΣΥΜΒΟΥΛΙΟΝ <box>1091 1064 1273 1076</box>
stock-cell: Bque d'Athènes <box>186 347 255 358</box>
stock-cell: Βόλου <box>79 347 107 358</box>
article-paragraph: τηλεγράφημα ὅτι ἡ «Πύλαρος» ἐβυθίσθη ἐντὸς τοῦ λιμένος, ἡ δὲ «Ἄσσος» ἀπέπλευσε μετὰ τοῦ καταστρέψαντος. <box>798 311 1065 347</box>
section-heading: ΝΕΩΤΕΡΑΙ ΛΕΠΤΟΜΕΡΕΙΑΙ <box>852 718 1010 730</box>
stock-row <box>78 337 287 348</box>
article-paragraph: Ὅλα τὰ ὀπτικὰ εἴδη μεγάλης ἐκλογῆς εὑρίσκονται εἰς τὸ Κατάστημα «Ὁ Ἀθήναι». <box>1297 263 1525 299</box>
stock-cell: 140 <box>166 410 184 421</box>
stock-cell: 160 <box>166 399 184 410</box>
article-paragraph: ΠΥΡΓΟΣ, 25 Νοεμβρίου.— Τηλεγραφοῦσιν ἐκ τῆς Κυπαρισσίας ὅτι κατὰ τὴν ἐπιστροφὴν του εἰς τὴν οἰκίαν ἐφονεύθη ὑπὸ ἀγνώστων ὁ δασοφύλαξ Χαρτοφύλακας. <box>1297 199 1525 259</box>
column-rule <box>790 308 791 2296</box>
stock-cell: Consols <box>186 242 221 253</box>
lead-columns <box>514 308 1067 2296</box>
stock-row <box>78 400 287 411</box>
article-paragraph: Πλοίαρχος τῆς «Πυλάρου» εἶνε ὁ κ. Ἐλευθ. Θεοτόκης. <box>78 638 284 662</box>
signature: Ὁ Ταμίας Κωνσταντινίδης <box>148 1493 278 1505</box>
ad-text: Πλατεῖα Ὁμονοίας εἶναι Πανεπιστήμιον. Προσφέρει γάλα, γιαούρτι, βούτυρο καὶ πάσαν γαλακτικὴν παρασκευὴν. <box>1297 615 1525 651</box>
article-paragraph: ΖΑΚΥΝΘΟΣ, 25 Νοεμβρίου.— Ἡ σύγκρουσις ἐγένετο εἰς Ἰθάκην. Κατὰ τηλεγράφημα ἐνταῦθα ἀναγράφει οὕτως: Τὴν ἕκτην πρωϊνὴν ὥραν ἐξερχομένης τῆς «Πυλάρου» εἰσήρχετο ἡ «Ἄσσος». Ἐπελθόντος συγκρούσεως σφοδροτάτης ἐβυθίσθη ἐντὸς ὀλίγων λεπτῶν ἡ «Πύλαρος», ὑπήρξεν ἄγριος πανικός. <box>296 188 502 308</box>
stock-cell: 25.19 <box>261 336 287 347</box>
article-paragraph: Ὁ κ. Γιαννουλάτος, διευθυντὴς τῆς Ἰονικῆς Ἀτμοπλοΐας ἐν ἐπιτυχίᾳ εἶπεν ἐν ὀλίγοις ὅτι ἡ σύγκρουσις ἐγένετο ἐντὸς τοῦ λιμένος ὑπὸ ὁμίχλην. <box>296 936 502 985</box>
section-heading: ΤΙ ΛΕΓΕΙ Ο κ. ΠΡΩΘΥΠΟΥΡΓΟΣ <box>559 658 737 670</box>
stock-cell: 43.50 <box>261 263 287 274</box>
furniture-ad-name: ΗΛΙΑ ΓΟΜΒΙΑΗ <box>1079 1382 1525 1432</box>
article-paragraph: ΠΑΤΡΑΙ, 25 Νοεμβρίου.— Ἐκ τῶν ναυαγῶν οἱ ὁποῖοι ἐσώθησαν ἐπλήροφορήθην τὰ ἀκόλουθα: Ἀπώλεια τῆς «Πυλάρου» ὀφείλεται εἰς τὸν βαθεῖαν ὁμίχλην ἣτις ἐπεκράτει. <box>798 732 1065 780</box>
section-heading: Ἀλλαὶ γνῶμαι καὶ πληροφορίαι <box>332 744 466 773</box>
section-heading: Η ΠΟΛΙΤΙΚΗ ΚΑΤΑΣΤΑΣΙΣ <box>1079 834 1285 892</box>
stock-row <box>78 242 287 253</box>
article-paragraph: Ὁ κ. Φραγκιαδάκης, ὁ ἐν τῷ πλοίῳ διευθυντὴς πρακτορεῖον τῆς «Πυλάρου» δὲν εἶχε καθόλου λεπτομερείας. <box>296 1019 502 1055</box>
stock-cell: Ch. sur Londr. <box>186 336 249 347</box>
ad-address: Ὁδὸς Σταδίου <box>1360 759 1462 774</box>
article-paragraph: Ἀποτέλεσμα τῆς συγκρούσεως ὑπῆρξεν ἡ καταβύθισις τῆς «Πυλάρου» μόλις καταφθάσασα εἰς ἀσφαλὲς σημεῖον, ἐν τῇ ταραχῇ τῆς συγκρούσεως ἐπνίγησαν πολλοί. <box>514 464 782 512</box>
stock-cell: 355 <box>166 326 184 337</box>
calendar-title: ΗΜΕΡΟΛΟΓΙΟΝ <box>101 85 261 105</box>
section-subheading: ΤΟ ΥΠΟΥΡΓΙΚΟΝ ΣΥΜΒΟΥΛΙΟΝ <box>1091 895 1273 907</box>
column-1 <box>78 72 287 2250</box>
rule <box>514 241 1067 242</box>
hat-ad-text: Πλοῦτος εἰδῶν καὶ μοδέλων ἐξ Παρισίων φθάσαντα. ΤΙΜΑΙ ἀνεπίδεκτοι συναγωνισμοῦ. Ἐπωφεληθῆτε μεγάλων ἐκπτώσεων. <box>1086 1662 1518 1686</box>
stock-cell: 80 <box>172 389 184 400</box>
article-paragraph: Σήμερον τὴν ἕκτην πρωϊνὴν ὥραν ἔξωθι τοῦ λιμένος συνεκρούσθησαν τὰ ἀτμόπλοια «Πύλαρος» τῆς ἑταιρίας Ἀθανασούλη καὶ «Ἄσσος» τῆς ἑταιρίας Γιαννουλάτου κατὰ τὴν σύγκρουσιν ἐβυθίσθη τὸ πρῶτον, ἐπνίγησαν πολλοί. <box>78 1417 284 1490</box>
stock-cell: Ἀγρ. Ἐργων <box>79 368 131 379</box>
stock-row <box>78 316 287 327</box>
stock-cell: Paris <box>186 294 208 305</box>
stock-cell: 57.75 <box>158 347 184 358</box>
furniture-ad-title: ΜΕΓΑ ΕΠΙΠΛΟΠΟΙΕΙΟΝ <box>1079 1282 1561 1381</box>
stock-cell: Rente Franç. <box>186 305 243 316</box>
hat-ad-title: ΚΑΛΛΙΤΕΧΝΙΚΟΝ ΚΑΤΑΣΤΗΜΑ <box>1174 1526 1430 1581</box>
ad-subheading: ΚΑΙ ΚΑΛΛΙΤΕΧΝΙΚΟΝ ΥΠΟΔΗΜΑΤΟΠΩΛΕΙΟΝ <box>1344 681 1478 704</box>
article-paragraph: Τηλεγράφημα ἐξ Ἰθάκης τὴν νύκτα ληφθὲν ἐνταῦθα, ἀγγέλλει ὅτι ὁ πλοίαρχος τῆς «Ἄσσου» κ. Μυλωνᾶς ἀπολογήθη ἐνώπιον τοῦ λιμεναρχείου πρὸ τῆς λιμεναρχίας τῆς συγκρούσεως. <box>296 856 502 916</box>
stock-cell: 31.25 <box>158 368 184 379</box>
stock-cell: Πανελληνίου <box>79 399 138 410</box>
